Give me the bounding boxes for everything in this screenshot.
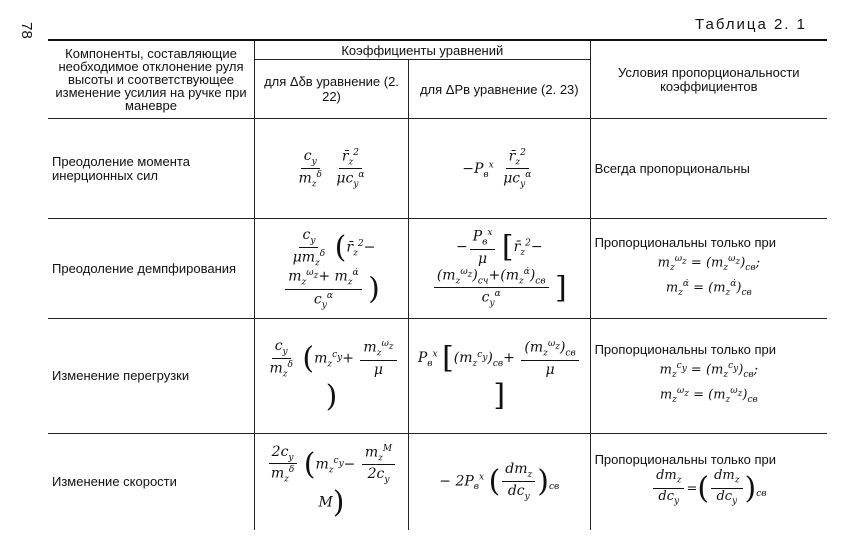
condition-text: Пропорциональны только при [594, 342, 777, 358]
formula-p-damping: − $\frac{P_в^x}{\mu}$ [$r̄_z^2-$ $\frac{(m_z^{\omega_z})_{сч}+(m_z^{\alphȧ})_{св}}{c_y^\alpha}$ ] [408, 219, 590, 319]
condition-text: Всегда пропорциональны [590, 119, 827, 219]
row-label: Преодоление демпфирования [48, 219, 255, 319]
table-row [48, 119, 827, 219]
header-conditions: Условия пропорциональности коэффициентов [590, 40, 827, 119]
condition-text: Пропорциональны только при [594, 451, 777, 467]
condition-formula: $m_z^{\alphȧ} = (m_z^{\alphȧ})_{св}$ [665, 278, 752, 298]
table-row [48, 219, 827, 319]
header-components: Компоненты, составляющие необходимое отклонение руля высоты и соответствующее изменение усилия на ручке при маневре [48, 40, 255, 119]
condition-cell [590, 319, 827, 434]
formula-p-inertia: $-P_в^x$ $\frac{r̄_z^2}{\mu c_y^\alpha}$ [408, 119, 590, 219]
formula-p-overload: $P_в^x$ [$(m_z^{c_y})_{св}+$ $\frac{(m_z^{\omega_z})_{св}}{\mu}$ ] [408, 319, 590, 434]
condition-formula: $\frac{dm_z}{dc_y}$ =( $\frac{dm_z}{dc_y}$ )$_{св}$ [595, 469, 823, 509]
table-row [48, 434, 827, 530]
table-row [48, 319, 827, 434]
row-label: Изменение перегрузки [48, 319, 255, 434]
condition-cell [590, 219, 827, 319]
formula-delta-damping: $\frac{c_y}{\mu m_z^\delta}$ ($r̄_z^2-$ $\frac{m_z^{\omega_z}+ m_z^{\alphȧ}}{c_y^\alpha}$ ) [255, 219, 409, 319]
condition-cell [590, 434, 827, 530]
coefficients-table [48, 39, 827, 530]
header-coefficients: Коэффициенты уравнений [255, 40, 591, 60]
condition-formula: $m_z^{c_y} = (m_z^{c_y})_{св}$; [659, 361, 758, 380]
formula-p-speed: − $2P_в^x$ ( $\frac{dm_z}{dc_y}$ )$_{св}$ [408, 434, 590, 530]
table-caption: Таблица 2. 1 [694, 16, 807, 33]
formula-delta-inertia: $\frac{c_y}{m_z^\delta}$ $\frac{r̄_z^2}{\mu c_y^\alpha}$ [255, 119, 409, 219]
page-number: 78 [17, 22, 35, 39]
formula-delta-speed: $\frac{2c_y}{m_z^\delta}$ ($m_z^{c_y}-$ $\frac{m_z^M}{2c_y}$ M) [255, 434, 409, 530]
row-label: Преодоление момента инерционных сил [48, 119, 255, 219]
row-label: Изменение скорости [48, 434, 255, 530]
header-delta-column: для Δδв уравнение (2. 22) [255, 60, 409, 119]
condition-formula: $m_z^{\omega_z} = (m_z^{\omega_z})_{св}$ [659, 386, 758, 405]
condition-formula: $m_z^{\omega_z} = (m_z^{\omega_z})_{св}$; [657, 253, 760, 273]
condition-text: Пропорциональны только при [594, 234, 777, 250]
formula-delta-overload: $\frac{c_y}{m_z^\delta}$ ($m_z^{c_y}+$ $\frac{m_z^{\omega_z}}{\mu}$ ) [255, 319, 409, 434]
header-p-column: для ΔPв уравнение (2. 23) [408, 60, 590, 119]
